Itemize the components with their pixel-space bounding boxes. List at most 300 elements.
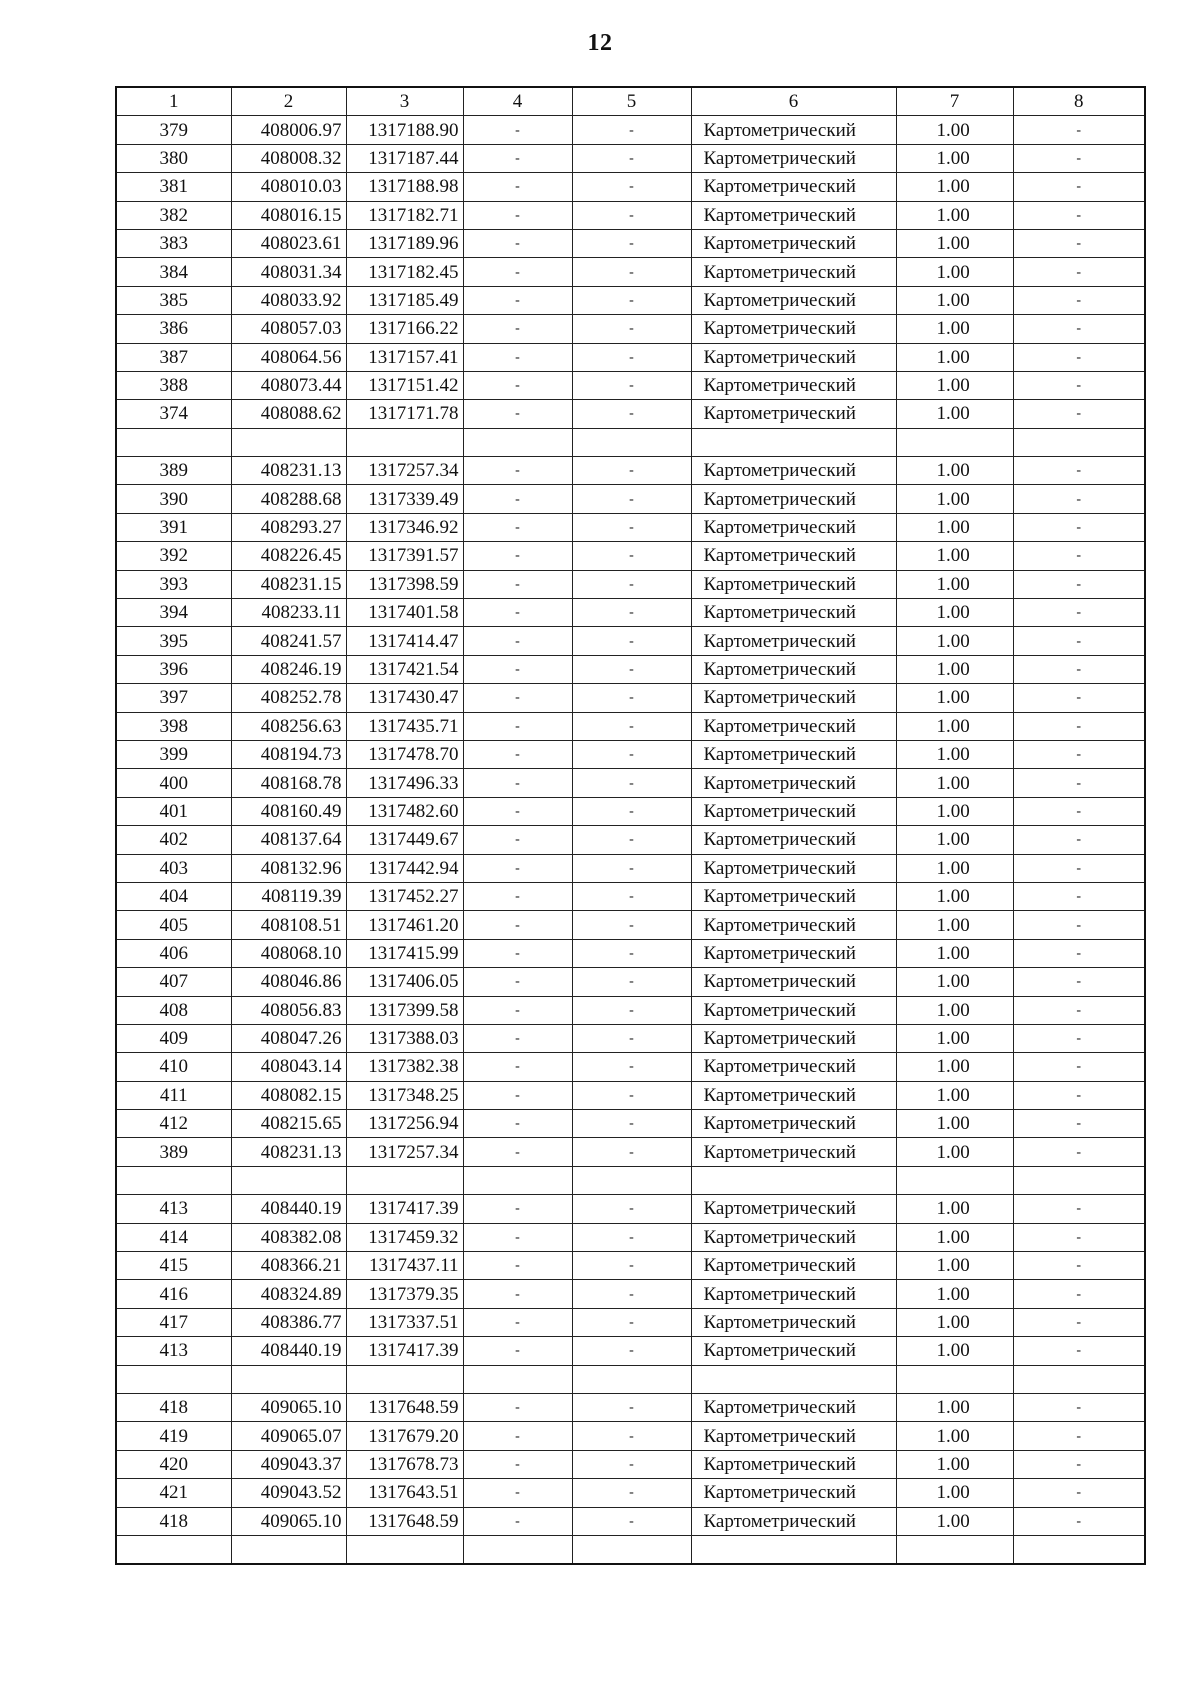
cell-col-6: Картометрический <box>691 258 896 286</box>
cell-col-1: 415 <box>116 1252 231 1280</box>
cell-col-6: Картометрический <box>691 1393 896 1421</box>
table-row <box>116 1053 1145 1081</box>
cell-col-6: Картометрический <box>691 144 896 172</box>
cell-col-1: 407 <box>116 968 231 996</box>
cell-col-3: 1317188.90 <box>346 116 463 144</box>
table-row <box>116 655 1145 683</box>
cell-col-1 <box>116 1166 231 1194</box>
cell-col-6: Картометрический <box>691 1053 896 1081</box>
cell-col-8: - <box>1013 740 1145 768</box>
cell-col-1: 418 <box>116 1393 231 1421</box>
cell-col-5: - <box>572 400 691 428</box>
cell-col-2: 408108.51 <box>231 911 346 939</box>
cell-col-6: Картометрический <box>691 684 896 712</box>
cell-col-6: Картометрический <box>691 513 896 541</box>
cell-col-5: - <box>572 1393 691 1421</box>
cell-col-8: - <box>1013 854 1145 882</box>
cell-col-8: - <box>1013 144 1145 172</box>
cell-col-4: - <box>463 485 572 513</box>
cell-col-7: 1.00 <box>896 286 1013 314</box>
cell-col-5: - <box>572 996 691 1024</box>
cell-col-8: - <box>1013 513 1145 541</box>
cell-col-3: 1317182.45 <box>346 258 463 286</box>
column-header-2: 2 <box>231 87 346 116</box>
table-row <box>116 911 1145 939</box>
cell-col-7: 1.00 <box>896 229 1013 257</box>
cell-col-7: 1.00 <box>896 542 1013 570</box>
cell-col-3: 1317151.42 <box>346 371 463 399</box>
cell-col-1: 413 <box>116 1195 231 1223</box>
cell-col-6: Картометрический <box>691 173 896 201</box>
cell-col-5: - <box>572 740 691 768</box>
cell-col-2: 408366.21 <box>231 1252 346 1280</box>
cell-col-5: - <box>572 1337 691 1365</box>
table-row <box>116 599 1145 627</box>
cell-col-4 <box>463 1365 572 1393</box>
table-header <box>116 87 1145 116</box>
cell-col-8: - <box>1013 315 1145 343</box>
cell-col-2: 408231.13 <box>231 1138 346 1166</box>
cell-col-2: 408119.39 <box>231 882 346 910</box>
cell-col-5 <box>572 1535 691 1564</box>
cell-col-5: - <box>572 769 691 797</box>
cell-col-7: 1.00 <box>896 968 1013 996</box>
cell-col-7 <box>896 1365 1013 1393</box>
cell-col-4: - <box>463 882 572 910</box>
cell-col-5: - <box>572 1308 691 1336</box>
cell-col-5 <box>572 1166 691 1194</box>
cell-col-4: - <box>463 1308 572 1336</box>
cell-col-8: - <box>1013 968 1145 996</box>
cell-col-6: Картометрический <box>691 1507 896 1535</box>
cell-col-2: 408226.45 <box>231 542 346 570</box>
cell-col-2: 408010.03 <box>231 173 346 201</box>
cell-col-7: 1.00 <box>896 1337 1013 1365</box>
cell-col-1: 413 <box>116 1337 231 1365</box>
cell-col-2: 408082.15 <box>231 1081 346 1109</box>
cell-col-1: 416 <box>116 1280 231 1308</box>
cell-col-2 <box>231 428 346 456</box>
cell-col-6: Картометрический <box>691 457 896 485</box>
cell-col-7: 1.00 <box>896 939 1013 967</box>
table-row <box>116 1138 1145 1166</box>
table-row <box>116 1422 1145 1450</box>
table-row <box>116 854 1145 882</box>
cell-col-3: 1317388.03 <box>346 1024 463 1052</box>
cell-col-5: - <box>572 1422 691 1450</box>
cell-col-5: - <box>572 201 691 229</box>
cell-col-4: - <box>463 286 572 314</box>
cell-col-2: 409065.10 <box>231 1507 346 1535</box>
cell-col-4: - <box>463 343 572 371</box>
cell-col-1: 399 <box>116 740 231 768</box>
table-row <box>116 343 1145 371</box>
coordinates-table <box>115 86 1146 1565</box>
cell-col-4: - <box>463 712 572 740</box>
cell-col-3: 1317171.78 <box>346 400 463 428</box>
cell-col-5: - <box>572 1280 691 1308</box>
cell-col-8 <box>1013 1365 1145 1393</box>
cell-col-4: - <box>463 854 572 882</box>
cell-col-4: - <box>463 826 572 854</box>
cell-col-5: - <box>572 315 691 343</box>
cell-col-3: 1317678.73 <box>346 1450 463 1478</box>
table-row <box>116 1479 1145 1507</box>
cell-col-5: - <box>572 343 691 371</box>
cell-col-3: 1317257.34 <box>346 1138 463 1166</box>
column-header-3: 3 <box>346 87 463 116</box>
table-row <box>116 485 1145 513</box>
cell-col-1: 406 <box>116 939 231 967</box>
cell-col-2 <box>231 1535 346 1564</box>
cell-col-2: 408088.62 <box>231 400 346 428</box>
cell-col-7: 1.00 <box>896 144 1013 172</box>
cell-col-4 <box>463 1535 572 1564</box>
cell-col-7: 1.00 <box>896 513 1013 541</box>
cell-col-1: 402 <box>116 826 231 854</box>
cell-col-7: 1.00 <box>896 599 1013 627</box>
cell-col-1 <box>116 1365 231 1393</box>
cell-col-1: 403 <box>116 854 231 882</box>
cell-col-4: - <box>463 229 572 257</box>
cell-col-7: 1.00 <box>896 1308 1013 1336</box>
cell-col-8: - <box>1013 570 1145 598</box>
cell-col-6: Картометрический <box>691 826 896 854</box>
cell-col-5: - <box>572 1252 691 1280</box>
cell-col-6: Картометрический <box>691 854 896 882</box>
table-row <box>116 1223 1145 1251</box>
cell-col-5: - <box>572 599 691 627</box>
cell-col-6: Картометрический <box>691 655 896 683</box>
table-body <box>116 116 1145 1564</box>
table-row <box>116 201 1145 229</box>
cell-col-4: - <box>463 315 572 343</box>
cell-col-1: 387 <box>116 343 231 371</box>
cell-col-7: 1.00 <box>896 882 1013 910</box>
cell-col-7: 1.00 <box>896 201 1013 229</box>
cell-col-8: - <box>1013 400 1145 428</box>
cell-col-1: 391 <box>116 513 231 541</box>
cell-col-8: - <box>1013 1081 1145 1109</box>
cell-col-2: 408023.61 <box>231 229 346 257</box>
cell-col-8: - <box>1013 173 1145 201</box>
cell-col-4: - <box>463 144 572 172</box>
cell-col-7: 1.00 <box>896 1110 1013 1138</box>
cell-col-7: 1.00 <box>896 173 1013 201</box>
cell-col-1: 389 <box>116 1138 231 1166</box>
cell-col-4: - <box>463 911 572 939</box>
cell-col-5: - <box>572 882 691 910</box>
cell-col-2: 408056.83 <box>231 996 346 1024</box>
cell-col-8: - <box>1013 769 1145 797</box>
cell-col-3: 1317459.32 <box>346 1223 463 1251</box>
cell-col-4: - <box>463 116 572 144</box>
cell-col-1: 389 <box>116 457 231 485</box>
cell-col-7: 1.00 <box>896 570 1013 598</box>
cell-col-3: 1317189.96 <box>346 229 463 257</box>
cell-col-2: 408288.68 <box>231 485 346 513</box>
cell-col-3: 1317339.49 <box>346 485 463 513</box>
table-row <box>116 939 1145 967</box>
cell-col-3: 1317391.57 <box>346 542 463 570</box>
cell-col-5: - <box>572 1450 691 1478</box>
cell-col-8: - <box>1013 1337 1145 1365</box>
cell-col-2: 408256.63 <box>231 712 346 740</box>
cell-col-6: Картометрический <box>691 911 896 939</box>
table-row <box>116 286 1145 314</box>
cell-col-3: 1317398.59 <box>346 570 463 598</box>
cell-col-2: 408440.19 <box>231 1195 346 1223</box>
cell-col-4 <box>463 428 572 456</box>
cell-col-7: 1.00 <box>896 769 1013 797</box>
cell-col-6: Картометрический <box>691 740 896 768</box>
cell-col-2: 408215.65 <box>231 1110 346 1138</box>
cell-col-1: 374 <box>116 400 231 428</box>
cell-col-5: - <box>572 1195 691 1223</box>
cell-col-6: Картометрический <box>691 1138 896 1166</box>
table-row <box>116 1081 1145 1109</box>
separator-row <box>116 1535 1145 1564</box>
cell-col-4: - <box>463 201 572 229</box>
table-row <box>116 315 1145 343</box>
cell-col-8: - <box>1013 457 1145 485</box>
table-row <box>116 1337 1145 1365</box>
table-row <box>116 1110 1145 1138</box>
cell-col-4: - <box>463 684 572 712</box>
table-row <box>116 371 1145 399</box>
cell-col-2: 408293.27 <box>231 513 346 541</box>
cell-col-8: - <box>1013 286 1145 314</box>
cell-col-4: - <box>463 1195 572 1223</box>
cell-col-5: - <box>572 684 691 712</box>
header-row <box>116 87 1145 116</box>
cell-col-1: 408 <box>116 996 231 1024</box>
cell-col-3: 1317346.92 <box>346 513 463 541</box>
cell-col-8 <box>1013 428 1145 456</box>
cell-col-2: 408073.44 <box>231 371 346 399</box>
cell-col-8: - <box>1013 599 1145 627</box>
cell-col-8: - <box>1013 1024 1145 1052</box>
cell-col-1: 398 <box>116 712 231 740</box>
cell-col-8: - <box>1013 1479 1145 1507</box>
table-row <box>116 740 1145 768</box>
cell-col-6: Картометрический <box>691 116 896 144</box>
table-row <box>116 1280 1145 1308</box>
table-row <box>116 173 1145 201</box>
cell-col-3 <box>346 1535 463 1564</box>
cell-col-8: - <box>1013 1280 1145 1308</box>
cell-col-5: - <box>572 570 691 598</box>
cell-col-8: - <box>1013 1195 1145 1223</box>
cell-col-2: 409043.52 <box>231 1479 346 1507</box>
cell-col-5: - <box>572 116 691 144</box>
cell-col-8: - <box>1013 684 1145 712</box>
table-row <box>116 1308 1145 1336</box>
cell-col-5: - <box>572 173 691 201</box>
cell-col-5: - <box>572 826 691 854</box>
cell-col-7: 1.00 <box>896 1422 1013 1450</box>
table-row <box>116 457 1145 485</box>
cell-col-6: Картометрический <box>691 1110 896 1138</box>
cell-col-6: Картометрический <box>691 797 896 825</box>
cell-col-3: 1317188.98 <box>346 173 463 201</box>
cell-col-7: 1.00 <box>896 854 1013 882</box>
cell-col-3: 1317256.94 <box>346 1110 463 1138</box>
separator-row <box>116 428 1145 456</box>
cell-col-1: 418 <box>116 1507 231 1535</box>
cell-col-8: - <box>1013 627 1145 655</box>
cell-col-7: 1.00 <box>896 485 1013 513</box>
cell-col-1: 390 <box>116 485 231 513</box>
cell-col-4: - <box>463 1053 572 1081</box>
cell-col-5: - <box>572 286 691 314</box>
cell-col-7 <box>896 428 1013 456</box>
cell-col-3: 1317478.70 <box>346 740 463 768</box>
cell-col-2: 408046.86 <box>231 968 346 996</box>
cell-col-7: 1.00 <box>896 315 1013 343</box>
cell-col-3: 1317417.39 <box>346 1195 463 1223</box>
column-header-7: 7 <box>896 87 1013 116</box>
cell-col-4: - <box>463 655 572 683</box>
cell-col-1: 379 <box>116 116 231 144</box>
cell-col-1: 400 <box>116 769 231 797</box>
table-row <box>116 1450 1145 1478</box>
cell-col-6: Картометрический <box>691 1280 896 1308</box>
cell-col-1 <box>116 1535 231 1564</box>
cell-col-6: Картометрический <box>691 400 896 428</box>
cell-col-5 <box>572 1365 691 1393</box>
cell-col-5: - <box>572 712 691 740</box>
cell-col-2: 408194.73 <box>231 740 346 768</box>
cell-col-4: - <box>463 1337 572 1365</box>
cell-col-3: 1317414.47 <box>346 627 463 655</box>
cell-col-1: 421 <box>116 1479 231 1507</box>
cell-col-8 <box>1013 1166 1145 1194</box>
cell-col-4: - <box>463 1223 572 1251</box>
cell-col-3: 1317257.34 <box>346 457 463 485</box>
cell-col-4: - <box>463 1110 572 1138</box>
cell-col-7 <box>896 1166 1013 1194</box>
cell-col-1: 410 <box>116 1053 231 1081</box>
cell-col-5: - <box>572 1223 691 1251</box>
cell-col-3 <box>346 1166 463 1194</box>
cell-col-3: 1317643.51 <box>346 1479 463 1507</box>
cell-col-7: 1.00 <box>896 996 1013 1024</box>
column-header-4: 4 <box>463 87 572 116</box>
cell-col-6: Картометрический <box>691 1223 896 1251</box>
table-row <box>116 258 1145 286</box>
cell-col-7: 1.00 <box>896 371 1013 399</box>
cell-col-6: Картометрический <box>691 1081 896 1109</box>
cell-col-1: 412 <box>116 1110 231 1138</box>
cell-col-8: - <box>1013 1507 1145 1535</box>
cell-col-3: 1317187.44 <box>346 144 463 172</box>
cell-col-8: - <box>1013 116 1145 144</box>
column-header-8: 8 <box>1013 87 1145 116</box>
cell-col-5: - <box>572 939 691 967</box>
cell-col-5: - <box>572 1479 691 1507</box>
cell-col-6: Картометрический <box>691 599 896 627</box>
cell-col-2: 408324.89 <box>231 1280 346 1308</box>
cell-col-6: Картометрический <box>691 315 896 343</box>
cell-col-8: - <box>1013 1450 1145 1478</box>
cell-col-2: 408386.77 <box>231 1308 346 1336</box>
cell-col-1: 411 <box>116 1081 231 1109</box>
cell-col-1: 394 <box>116 599 231 627</box>
cell-col-6 <box>691 1365 896 1393</box>
cell-col-3: 1317337.51 <box>346 1308 463 1336</box>
cell-col-4: - <box>463 740 572 768</box>
cell-col-1: 404 <box>116 882 231 910</box>
cell-col-7: 1.00 <box>896 684 1013 712</box>
table-row <box>116 769 1145 797</box>
cell-col-4: - <box>463 570 572 598</box>
cell-col-1: 386 <box>116 315 231 343</box>
cell-col-1: 417 <box>116 1308 231 1336</box>
cell-col-4: - <box>463 1081 572 1109</box>
cell-col-5: - <box>572 968 691 996</box>
cell-col-5: - <box>572 1507 691 1535</box>
cell-col-2: 408031.34 <box>231 258 346 286</box>
cell-col-8: - <box>1013 485 1145 513</box>
cell-col-1: 395 <box>116 627 231 655</box>
cell-col-2: 408246.19 <box>231 655 346 683</box>
cell-col-8: - <box>1013 1053 1145 1081</box>
cell-col-1: 388 <box>116 371 231 399</box>
table-row <box>116 1507 1145 1535</box>
cell-col-2: 408137.64 <box>231 826 346 854</box>
table-row <box>116 826 1145 854</box>
cell-col-5: - <box>572 1024 691 1052</box>
cell-col-5: - <box>572 371 691 399</box>
cell-col-2: 408160.49 <box>231 797 346 825</box>
cell-col-2: 408068.10 <box>231 939 346 967</box>
cell-col-1: 382 <box>116 201 231 229</box>
cell-col-7: 1.00 <box>896 1479 1013 1507</box>
cell-col-7: 1.00 <box>896 1053 1013 1081</box>
cell-col-3: 1317679.20 <box>346 1422 463 1450</box>
cell-col-7: 1.00 <box>896 627 1013 655</box>
cell-col-1: 397 <box>116 684 231 712</box>
cell-col-6: Картометрический <box>691 542 896 570</box>
table-row <box>116 542 1145 570</box>
table-row <box>116 1252 1145 1280</box>
cell-col-2: 408016.15 <box>231 201 346 229</box>
cell-col-2: 408241.57 <box>231 627 346 655</box>
cell-col-7: 1.00 <box>896 1280 1013 1308</box>
cell-col-8: - <box>1013 882 1145 910</box>
cell-col-8: - <box>1013 371 1145 399</box>
cell-col-1: 383 <box>116 229 231 257</box>
table-row <box>116 797 1145 825</box>
cell-col-5: - <box>572 911 691 939</box>
cell-col-2: 408132.96 <box>231 854 346 882</box>
cell-col-4: - <box>463 1479 572 1507</box>
cell-col-8: - <box>1013 826 1145 854</box>
cell-col-3: 1317482.60 <box>346 797 463 825</box>
cell-col-3: 1317382.38 <box>346 1053 463 1081</box>
cell-col-8: - <box>1013 939 1145 967</box>
cell-col-4: - <box>463 939 572 967</box>
cell-col-8: - <box>1013 1138 1145 1166</box>
table-row <box>116 684 1145 712</box>
column-header-1: 1 <box>116 87 231 116</box>
cell-col-3: 1317157.41 <box>346 343 463 371</box>
cell-col-3: 1317648.59 <box>346 1393 463 1421</box>
cell-col-3: 1317461.20 <box>346 911 463 939</box>
cell-col-1: 405 <box>116 911 231 939</box>
cell-col-3: 1317452.27 <box>346 882 463 910</box>
